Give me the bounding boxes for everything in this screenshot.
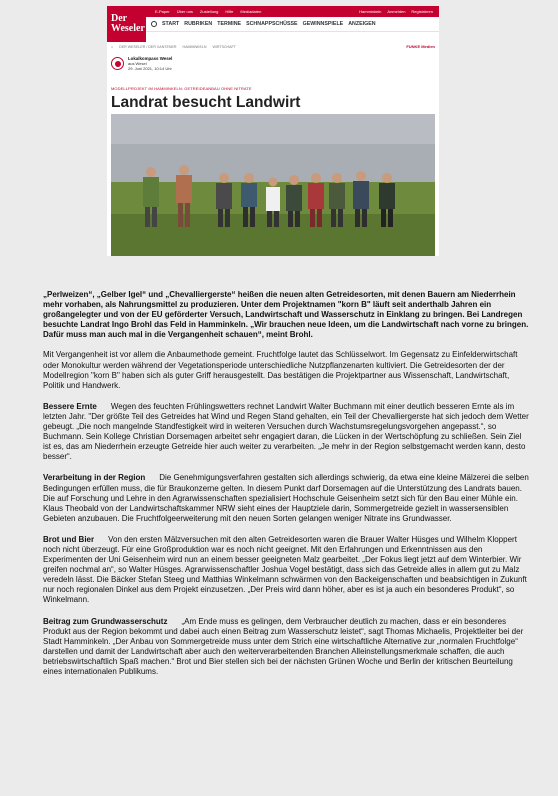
nav-item-rubriken[interactable]: RUBRIKEN (184, 21, 213, 27)
article-body (43, 290, 529, 688)
article-screenshot (107, 6, 439, 256)
article-paragraph: Mit Vergangenheit ist vor allem die Anbaumethode gemeint. Fruchtfolge lautet das Schlüsselwort. Im Gegensatz zu Einfelderwirtschaft oder Monokultur werden während der Vegetationsperiode unterschiedliche Nutzpflanzenarten kultiviert. Die Getreidesorten der der Modellregion "korn B" haben sich als guter Griff herausgestellt. Das bestätigen die Projektpartner aus Wissenschaft, Landwirtschaft, Politik und Handwerk. (43, 350, 518, 390)
nav-item-anzeigen[interactable]: ANZEIGEN (348, 21, 376, 27)
logo-line-1: Der (111, 13, 128, 24)
article-photo (111, 114, 435, 256)
search-icon[interactable] (151, 21, 157, 27)
article-lead: „Perlweizen“, „Gelber Igel“ und „Chevalliergerste“ heißen die neuen alten Getreidesorten, mit denen Bauern am Niederrhein mehr vorhaben, als Nahrungsmittel zu produzieren. Unter dem Projektnamen "korn B" läuft seit anderthalb Jahren ein großangelegter und von der EU geförderter Versuch, Landwirtschaft und Wasserschutz in Einklang zu bringen. Bei Landregen besuchte Landrat Ingo Brohl das Feld in Hamminkeln. „Wir brauchen neue Ideen, um die Landwirtschaft nach vorne zu bringen. Dafür muss man auch mal in die Vergangenheit schauen“, meint Brohl. (43, 290, 529, 340)
author-place: aus Wesel (128, 61, 147, 66)
breadcrumb-item-section[interactable]: WIRTSCHAFT (212, 44, 236, 49)
nav-item-gewinnspiele[interactable]: GEWINNSPIELE (302, 21, 344, 27)
logo-line-2: Weseler (111, 23, 145, 34)
breadcrumb-item-region[interactable]: DER WESELER / DER XANTENER (119, 44, 177, 49)
breadcrumb-item-city[interactable]: HAMMINKELN (182, 44, 207, 49)
topbar-link-help[interactable]: Hilfe (225, 9, 234, 14)
topbar-link-mediadata[interactable]: Mediadaten (240, 9, 262, 14)
nav-item-termine[interactable]: TERMINE (217, 21, 242, 27)
article-paragraph: Die Genehmigungsverfahren gestalten sich allerdings schwierig, da etwa eine kleine Mälzerei die selben Bedingungen erfüllen muss, die für Braukonzerne gelten. In diesem Punkt darf Dorsemagen auf die Unterstützung des Landrats bauen. Die auf Forschung und Lehre in den Agrarwissenschaften spezialisiert Hochschule Geisenheim setzt sich für den Bau einer Mühle ein. Klaus Theobald von der Landwirtschaftskammer NRW sieht eines der Hauptziele darin, Sommergetreide gezielt in wassersensiblen Gebieten anzubauen. Die Fruchtfolgeerweiterung mit den neuen Sorten gelangen weniger Nitrate ins Grundwasser. (43, 473, 529, 523)
main-nav (107, 17, 439, 32)
author-info (111, 56, 172, 71)
site-logo[interactable] (107, 6, 146, 42)
breadcrumb (111, 44, 435, 49)
section-heading: Brot und Bier (43, 534, 95, 544)
topbar-link-about[interactable]: Über uns (176, 9, 193, 14)
avatar[interactable] (111, 57, 124, 70)
section-heading: Beitrag zum Grundwasserschutz (43, 616, 168, 626)
nav-item-schnappschuesse[interactable]: SCHNAPPSCHÜSSE (246, 21, 298, 27)
login-link[interactable]: Anmelden (387, 9, 406, 14)
page-title: Landrat besucht Landwirt (111, 94, 301, 111)
topbar-link-delivery[interactable]: Zustellung (199, 9, 219, 14)
article-section (43, 402, 529, 463)
location-selector[interactable]: Hamminkeln (359, 9, 382, 14)
nav-item-start[interactable]: START (162, 21, 180, 27)
article-paragraph: „Am Ende muss es gelingen, dem Verbraucher deutlich zu machen, dass er ein besonderes Produkt aus der Region bekommt und dabei auch einen Beitrag zum Wasserschutz leistet“, sagt Thomas Michaelis, Projektleiter bei der Stadt Hamminkeln. „Der Anbau von Sommergetreide muss unter dem Strich eine wirtschaftliche Alternative zur „normalen Fruchtfolge“ darstellen und damit der Landwirtschaft aber auch den weiterverarbeitenden Branchen Alleinstellungsmerkmale schaffen, die auch betriebswirtschaftlich Spaß machen.“ Brot und Bier stellen sich bei der nächsten Grünen Woche und Berlin der kritischen Beurteilung eines internationalen Publikums. (43, 616, 524, 676)
author-name[interactable]: Lokalkompass Wesel (128, 56, 173, 61)
section-heading: Bessere Ernte (43, 401, 97, 411)
publish-date: 29. Juni 2021, 10:14 Uhr (128, 66, 172, 71)
publisher-logo: FUNKE Medien (406, 44, 435, 49)
topbar-link-epaper[interactable]: E-Paper (155, 9, 170, 14)
article-kicker: MODELLPROJEKT IM HAMMINKELN: GETREIDEANBAU OHNE NITRATE (111, 86, 252, 91)
home-icon[interactable]: ⌂ (111, 44, 114, 49)
article-paragraph: Wegen des feuchten Frühlingswetters rechnet Landwirt Walter Buchmann mit einer deutlich besseren Ernte als im letzten Jahr. "Der größte Teil des Getreides hat Wind und Regen Stand gehalten, ein Teil der Chevalliergerste hat sich jedoch dem Wetter gebeugt. „Die noch mangelnde Standfestigkeit wird in weiteren Versuchen durch Wachstumsregelungsvorgehen angepasst.“, so Buchmann. Sein Kollege Christian Dorsemagen arbeitet sehr engagiert daran, die Lücken in der Wertschöpfung zu schließen. Sein Ziel ist es, das am Niederrhein erzeugte Getreide hier auch weiter zu verarbeiten. „Je mehr in der Region selbstgemacht werden kann, desto besser“. (43, 401, 529, 462)
register-link[interactable]: Registrieren (411, 9, 433, 14)
top-bar (107, 6, 439, 17)
article-paragraph: Von den ersten Mälzversuchen mit den alten Getreidesorten waren die Brauer Walter Hüsges und Wilhelm Kloppert noch nicht überzeugt. Für eine Großproduktion war es noch nicht geeignet. Mit den Erfahrungen und Erkenntnissen aus den Experimenten der Uni Geisenheim wird nun an einem besser geeigneten Malz gearbeitet. „Der Fokus liegt jetzt auf dem Winterbier. Wir greifen nochmal an“, so Walter Hüsges. Agrarwissenschaftler Joshua Vogel bestätigt, dass sich das Getreide alles in allem gut zu Malz veredeln lässt. Die Bäcker Stefan Steeg und Matthias Winkelmann schwärmen von den Backeigenschaften und beabsichtigen in Zukunft nur noch regionalen Dinkel aus dem Projekt einzusetzen. „Der Preis wird dann höher, aber es ist ja auch ein besonderes Produkt“, so Winkelmann. (43, 534, 527, 605)
section-heading: Verarbeitung in der Region (43, 473, 146, 483)
article-section (43, 535, 529, 606)
article-section (43, 473, 529, 523)
article-section (43, 617, 529, 678)
